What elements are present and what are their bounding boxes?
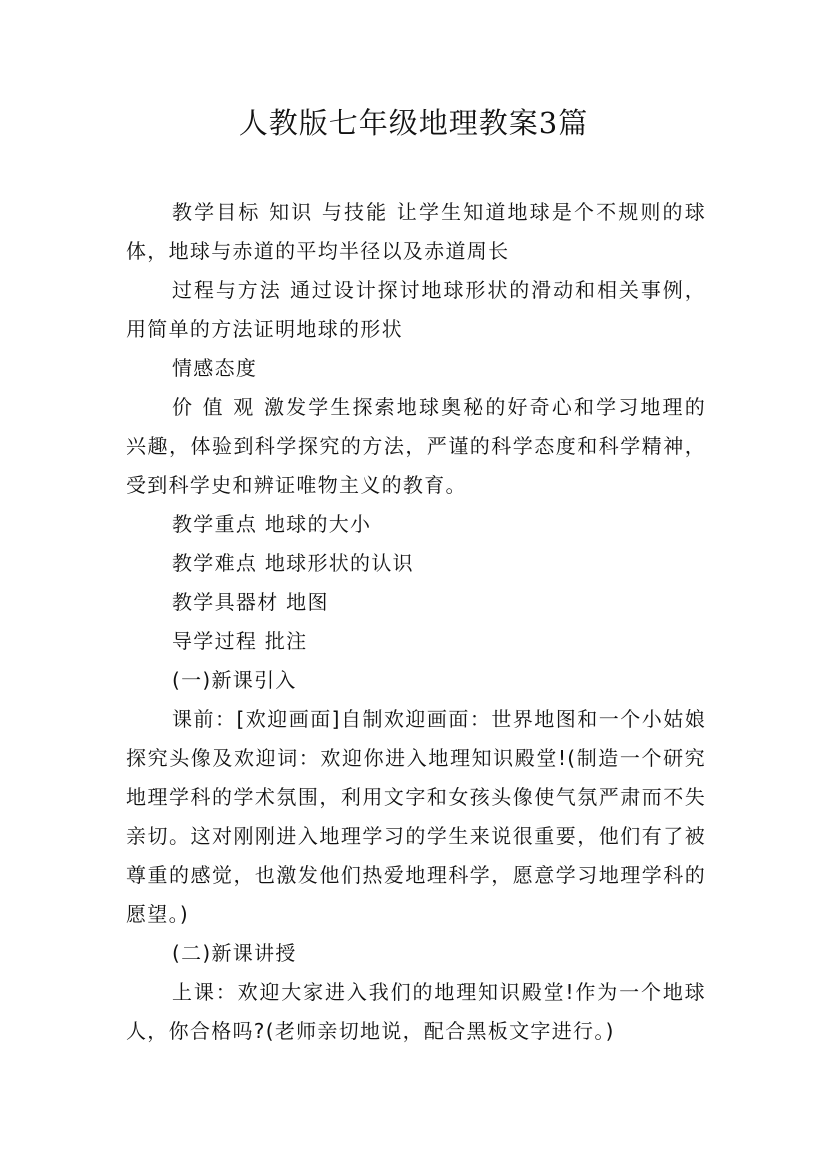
paragraph-in-class: 上课：欢迎大家进入我们的地理知识殿堂!作为一个地球人，你合格吗?(老师亲切地说，配合黑板文字进行。) [126,980,706,1043]
paragraph-guided-process: 导学过程 批注 [172,629,308,653]
paragraph-materials: 教学具器材 地图 [172,590,329,614]
paragraph-key-points: 教学重点 地球的大小 [172,512,372,536]
paragraph-new-lesson-teaching: (二)新课讲授 [172,941,297,965]
paragraph-emotion-attitude: 情感态度 [172,356,258,380]
document-body [126,193,706,1051]
paragraph-new-lesson-intro: (一)新课引入 [172,668,297,692]
paragraph-before-class: 课前：[欢迎画面]自制欢迎画面：世界地图和一个小姑娘探究头像及欢迎词：欢迎你进入地理知识殿堂!(制造一个研究地理学科的学术氛围，利用文字和女孩头像使气氛严肃而不失亲切。这对刚刚进入地理学习的学生来说很重要，他们有了被尊重的感觉，也激发他们热爱地理科学，愿意学习地理学科的愿望。) [126,707,706,926]
document-title: 人教版七年级地理教案3篇 [238,106,589,140]
paragraph-difficulties: 教学难点 地球形状的认识 [172,551,414,575]
paragraph-teaching-objectives: 教学目标 知识 与技能 让学生知道地球是个不规则的球体，地球与赤道的平均半径以及赤道周长 [126,200,706,263]
paragraph-process-method: 过程与方法 通过设计探讨地球形状的滑动和相关事例，用简单的方法证明地球的形状 [126,278,706,341]
paragraph-values: 价 值 观 激发学生探索地球奥秘的好奇心和学习地理的兴趣，体验到科学探究的方法，严谨的科学态度和科学精神，受到科学史和辨证唯物主义的教育。 [126,395,706,497]
